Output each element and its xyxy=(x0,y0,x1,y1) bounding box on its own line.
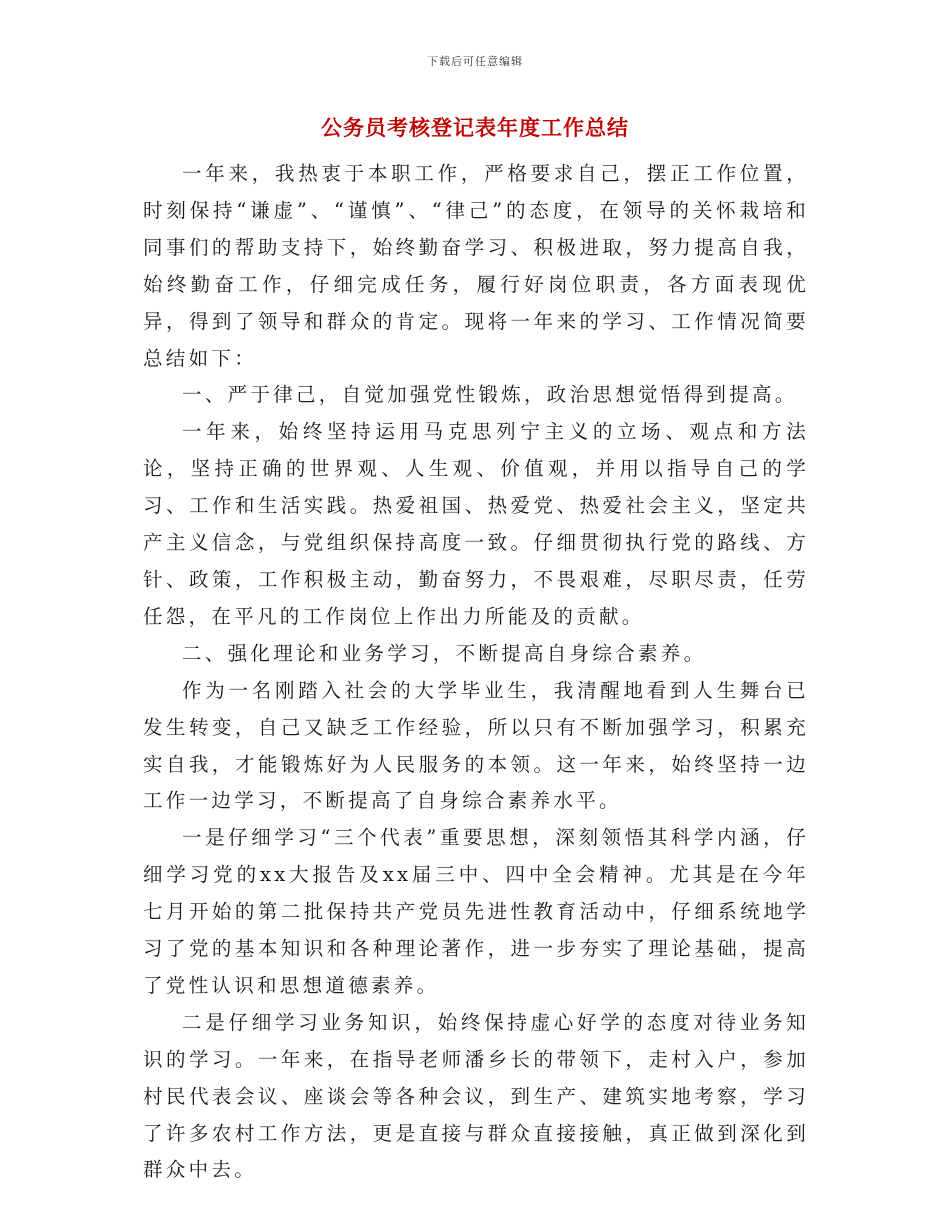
document-body xyxy=(143,156,809,1189)
section-heading-1: 一、严于律己，自觉加强党性锻炼，政治思想觉悟得到提高。 xyxy=(182,383,798,407)
paragraph-item-2: 二是仔细学习业务知识，始终保持虚心好学的态度对待业务知识的学习。一年来，在指导老师潘乡长的带领下，走村入户，参加村民代表会议、座谈会等各种会议，到生产、建筑实地考察，学习了许多农村工作方法，更是直接与群众直接接触，真正做到深化到群众中去。 xyxy=(143,1010,809,1182)
section-heading-2: 二、强化理论和业务学习，不断提高自身综合素养。 xyxy=(182,641,707,665)
paragraph-section-1: 一年来，始终坚持运用马克思列宁主义的立场、观点和方法论，坚持正确的世界观、人生观、价值观，并用以指导自己的学习、工作和生活实践。热爱祖国、热爱党、热爱社会主义，坚定共产主义信念，与党组织保持高度一致。仔细贯彻执行党的路线、方针、政策，工作积极主动，勤奋努力，不畏艰难，尽职尽责，任劳任怨，在平凡的工作岗位上作出力所能及的贡献。 xyxy=(143,420,809,628)
paragraph-section-2: 作为一名刚踏入社会的大学毕业生，我清醒地看到人生舞台已发生转变，自己又缺乏工作经验，所以只有不断加强学习，积累充实自我，才能锻炼好为人民服务的本领。这一年来，始终坚持一边工作一边学习，不断提高了自身综合素养水平。 xyxy=(143,678,809,813)
document-title: 公务员考核登记表年度工作总结 xyxy=(321,115,629,140)
header-note: 下载后可任意编辑 xyxy=(427,55,523,68)
paragraph-item-1: 一是仔细学习“三个代表”重要思想，深刻领悟其科学内涵，仔细学习党的xx大报告及xx届三中、四中全会精神。尤其是在今年七月开始的第二批保持共产党员先进性教育活动中，仔细系统地学习了党的基本知识和各种理论著作，进一步夯实了理论基础，提高了党性认识和思想道德素养。 xyxy=(143,826,809,997)
paragraph-intro: 一年来，我热衷于本职工作，严格要求自己，摆正工作位置，时刻保持“谦虚”、“谨慎”、“律己”的态度，在领导的关怀栽培和同事们的帮助支持下，始终勤奋学习、积极进取，努力提高自我，始终勤奋工作，仔细完成任务，履行好岗位职责，各方面表现优异，得到了领导和群众的肯定。现将一年来的学习、工作情况简要总结如下： xyxy=(143,162,809,370)
